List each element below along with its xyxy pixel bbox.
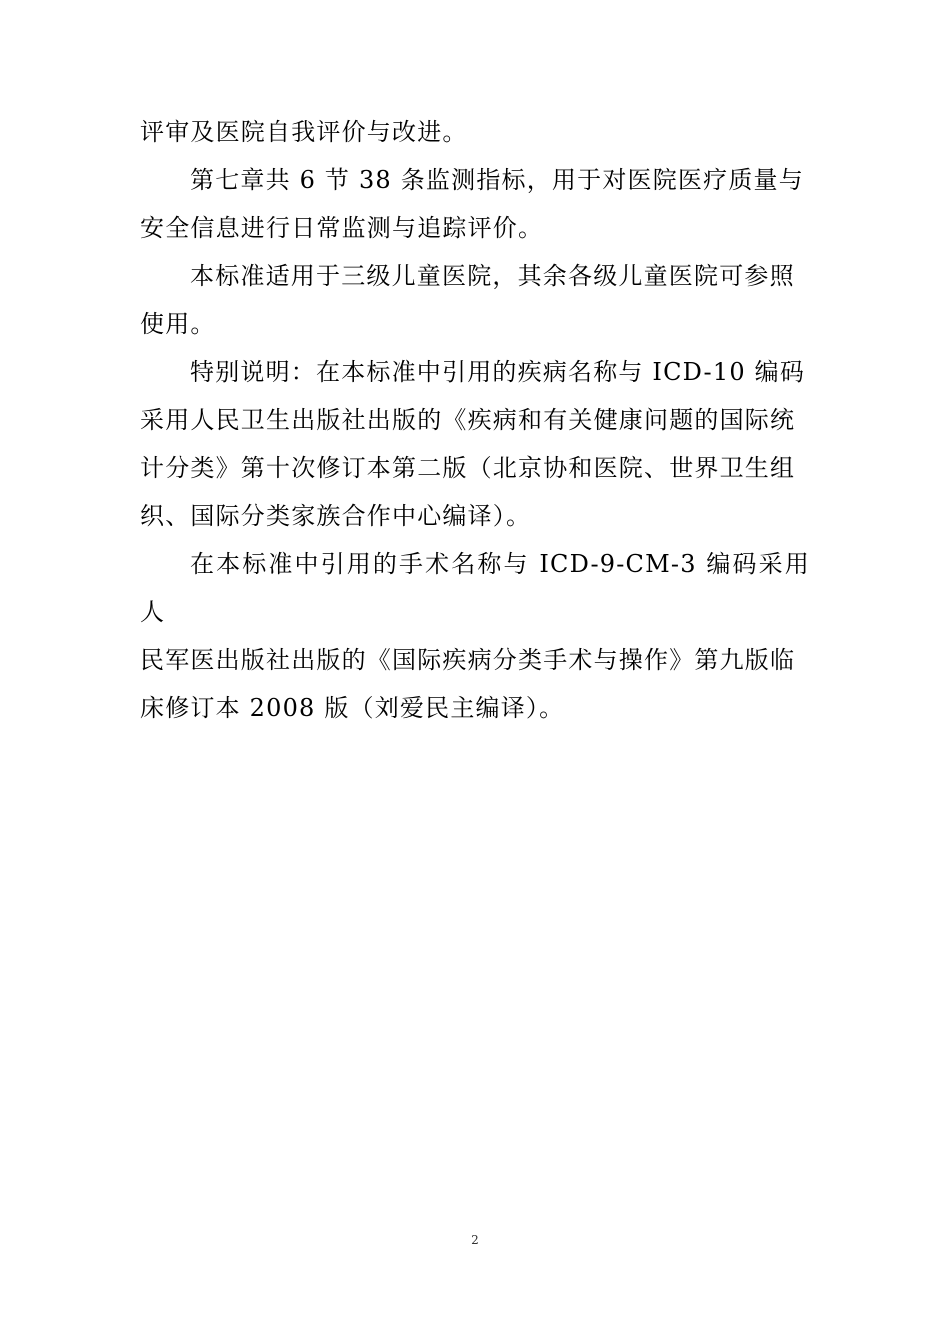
paragraph-surgery-codes	[140, 540, 810, 732]
text-line: 床修订本 2008 版（刘爱民主编译）。	[140, 694, 565, 722]
text-line: 评审及医院自我评价与改进。	[140, 118, 468, 146]
paragraph-scope	[140, 252, 810, 348]
body-text	[140, 108, 810, 732]
page-number: 2	[471, 1233, 479, 1247]
text-line: 第七章共 6 节 38 条监测指标，用于对医院医疗质量与	[190, 166, 804, 194]
text-line: 安全信息进行日常监测与追踪评价。	[140, 214, 544, 242]
paragraph-continuation	[140, 108, 810, 156]
text-line: 计分类》第十次修订本第二版（北京协和医院、世界卫生组	[140, 454, 796, 482]
text-line: 特别说明：在本标准中引用的疾病名称与 ICD-10 编码	[190, 358, 806, 386]
text-line: 在本标准中引用的手术名称与 ICD-9-CM-3 编码采用人	[140, 550, 810, 626]
text-line: 织、国际分类家族合作中心编译）。	[140, 502, 532, 530]
text-line: 本标准适用于三级儿童医院，其余各级儿童医院可参照	[190, 262, 795, 290]
paragraph-special-note	[140, 348, 810, 540]
paragraph-chapter-seven	[140, 156, 810, 252]
text-line: 采用人民卫生出版社出版的《疾病和有关健康问题的国际统	[140, 406, 796, 434]
text-line: 民军医出版社出版的《国际疾病分类手术与操作》第九版临	[140, 646, 796, 674]
text-line: 使用。	[140, 310, 216, 338]
